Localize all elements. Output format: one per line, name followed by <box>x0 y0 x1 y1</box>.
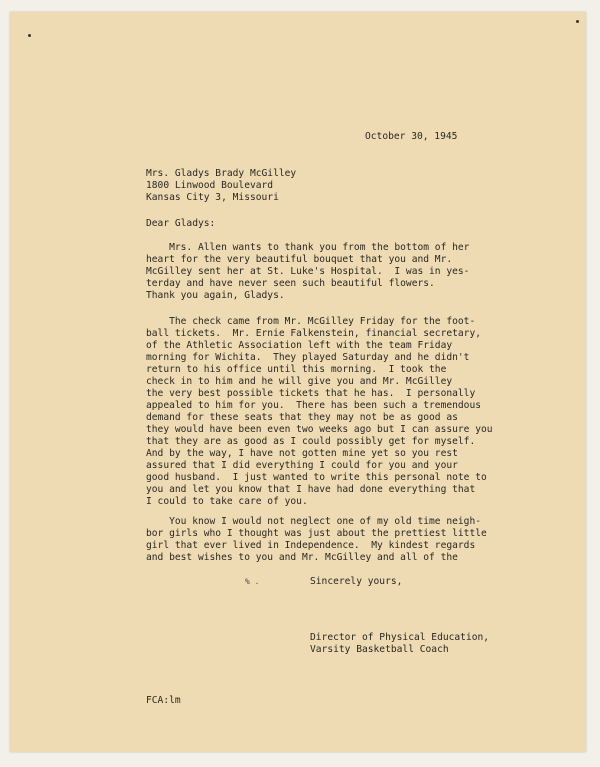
paragraph-2-line: assured that I did everything I could for you and your <box>146 460 458 471</box>
paragraph-3-line: bor girls who I thought was just about the prettiest little <box>146 528 487 539</box>
paragraph-2-line: of the Athletic Association left with the team Friday <box>146 340 453 351</box>
paragraph-3-line: You know I would not neglect one of my old time neigh- <box>146 516 482 527</box>
paragraph-1-line: terday and have never seen such beautiful flowers. <box>146 278 435 289</box>
paragraph-2-line: you and let you know that I have had done everything that <box>146 484 476 495</box>
paper-speck <box>576 20 579 23</box>
paragraph-2-line: ball tickets. Mr. Ernie Falkenstein, financial secretary, <box>146 328 482 339</box>
paragraph-2-line: good husband. I just wanted to write this personal note to <box>146 472 487 483</box>
paragraph-1-line: Thank you again, Gladys. <box>146 290 285 301</box>
paragraph-2-line: return to his office until this morning. I took the <box>146 364 447 375</box>
paragraph-3-line: girl that ever lived in Independence. My kindest regards <box>146 540 476 551</box>
paragraph-2-line: And by the way, I have not gotten mine yet so you rest <box>146 448 458 459</box>
signature-title-line: Varsity Basketball Coach <box>310 644 449 655</box>
letter-date: October 30, 1945 <box>365 131 458 142</box>
recipient-name: Mrs. Gladys Brady McGilley <box>146 168 297 179</box>
paragraph-1-line: McGilley sent her at St. Luke's Hospital. I was in yes- <box>146 266 470 277</box>
closing: Sincerely yours, <box>310 576 403 587</box>
paragraph-2-line: the very best possible tickets that he has. I personally <box>146 388 476 399</box>
paragraph-2-line: check in to him and he will give you and Mr. McGilley <box>146 376 453 387</box>
recipient-street: 1800 Linwood Boulevard <box>146 180 274 191</box>
paragraph-1-line: heart for the very beautiful bouquet that you and Mr. <box>146 254 453 265</box>
paper-speck <box>28 34 31 37</box>
recipient-city: Kansas City 3, Missouri <box>146 192 279 203</box>
paragraph-2-line: demand for these seats that they may not be as good as <box>146 412 458 423</box>
paragraph-2-line: that they are as good as I could possibly get for myself. <box>146 436 476 447</box>
reference-initials: FCA:lm <box>146 695 181 706</box>
paragraph-2-line: The check came from Mr. McGilley Friday for the foot- <box>146 316 476 327</box>
letter-page <box>10 12 586 752</box>
stray-typewriter-mark: % . <box>245 577 260 586</box>
paragraph-2-line: they would have been even two weeks ago but I can assure you <box>146 424 493 435</box>
paragraph-3-line: and best wishes to you and Mr. McGilley and all of the <box>146 552 458 563</box>
paragraph-2-line: I could to take care of you. <box>146 496 308 507</box>
salutation: Dear Gladys: <box>146 218 216 229</box>
paragraph-2-line: morning for Wichita. They played Saturday and he didn't <box>146 352 470 363</box>
paragraph-1-line: Mrs. Allen wants to thank you from the bottom of her <box>146 242 470 253</box>
paragraph-2-line: appealed to him for you. There has been such a tremendous <box>146 400 482 411</box>
signature-title-line: Director of Physical Education, <box>310 632 490 643</box>
